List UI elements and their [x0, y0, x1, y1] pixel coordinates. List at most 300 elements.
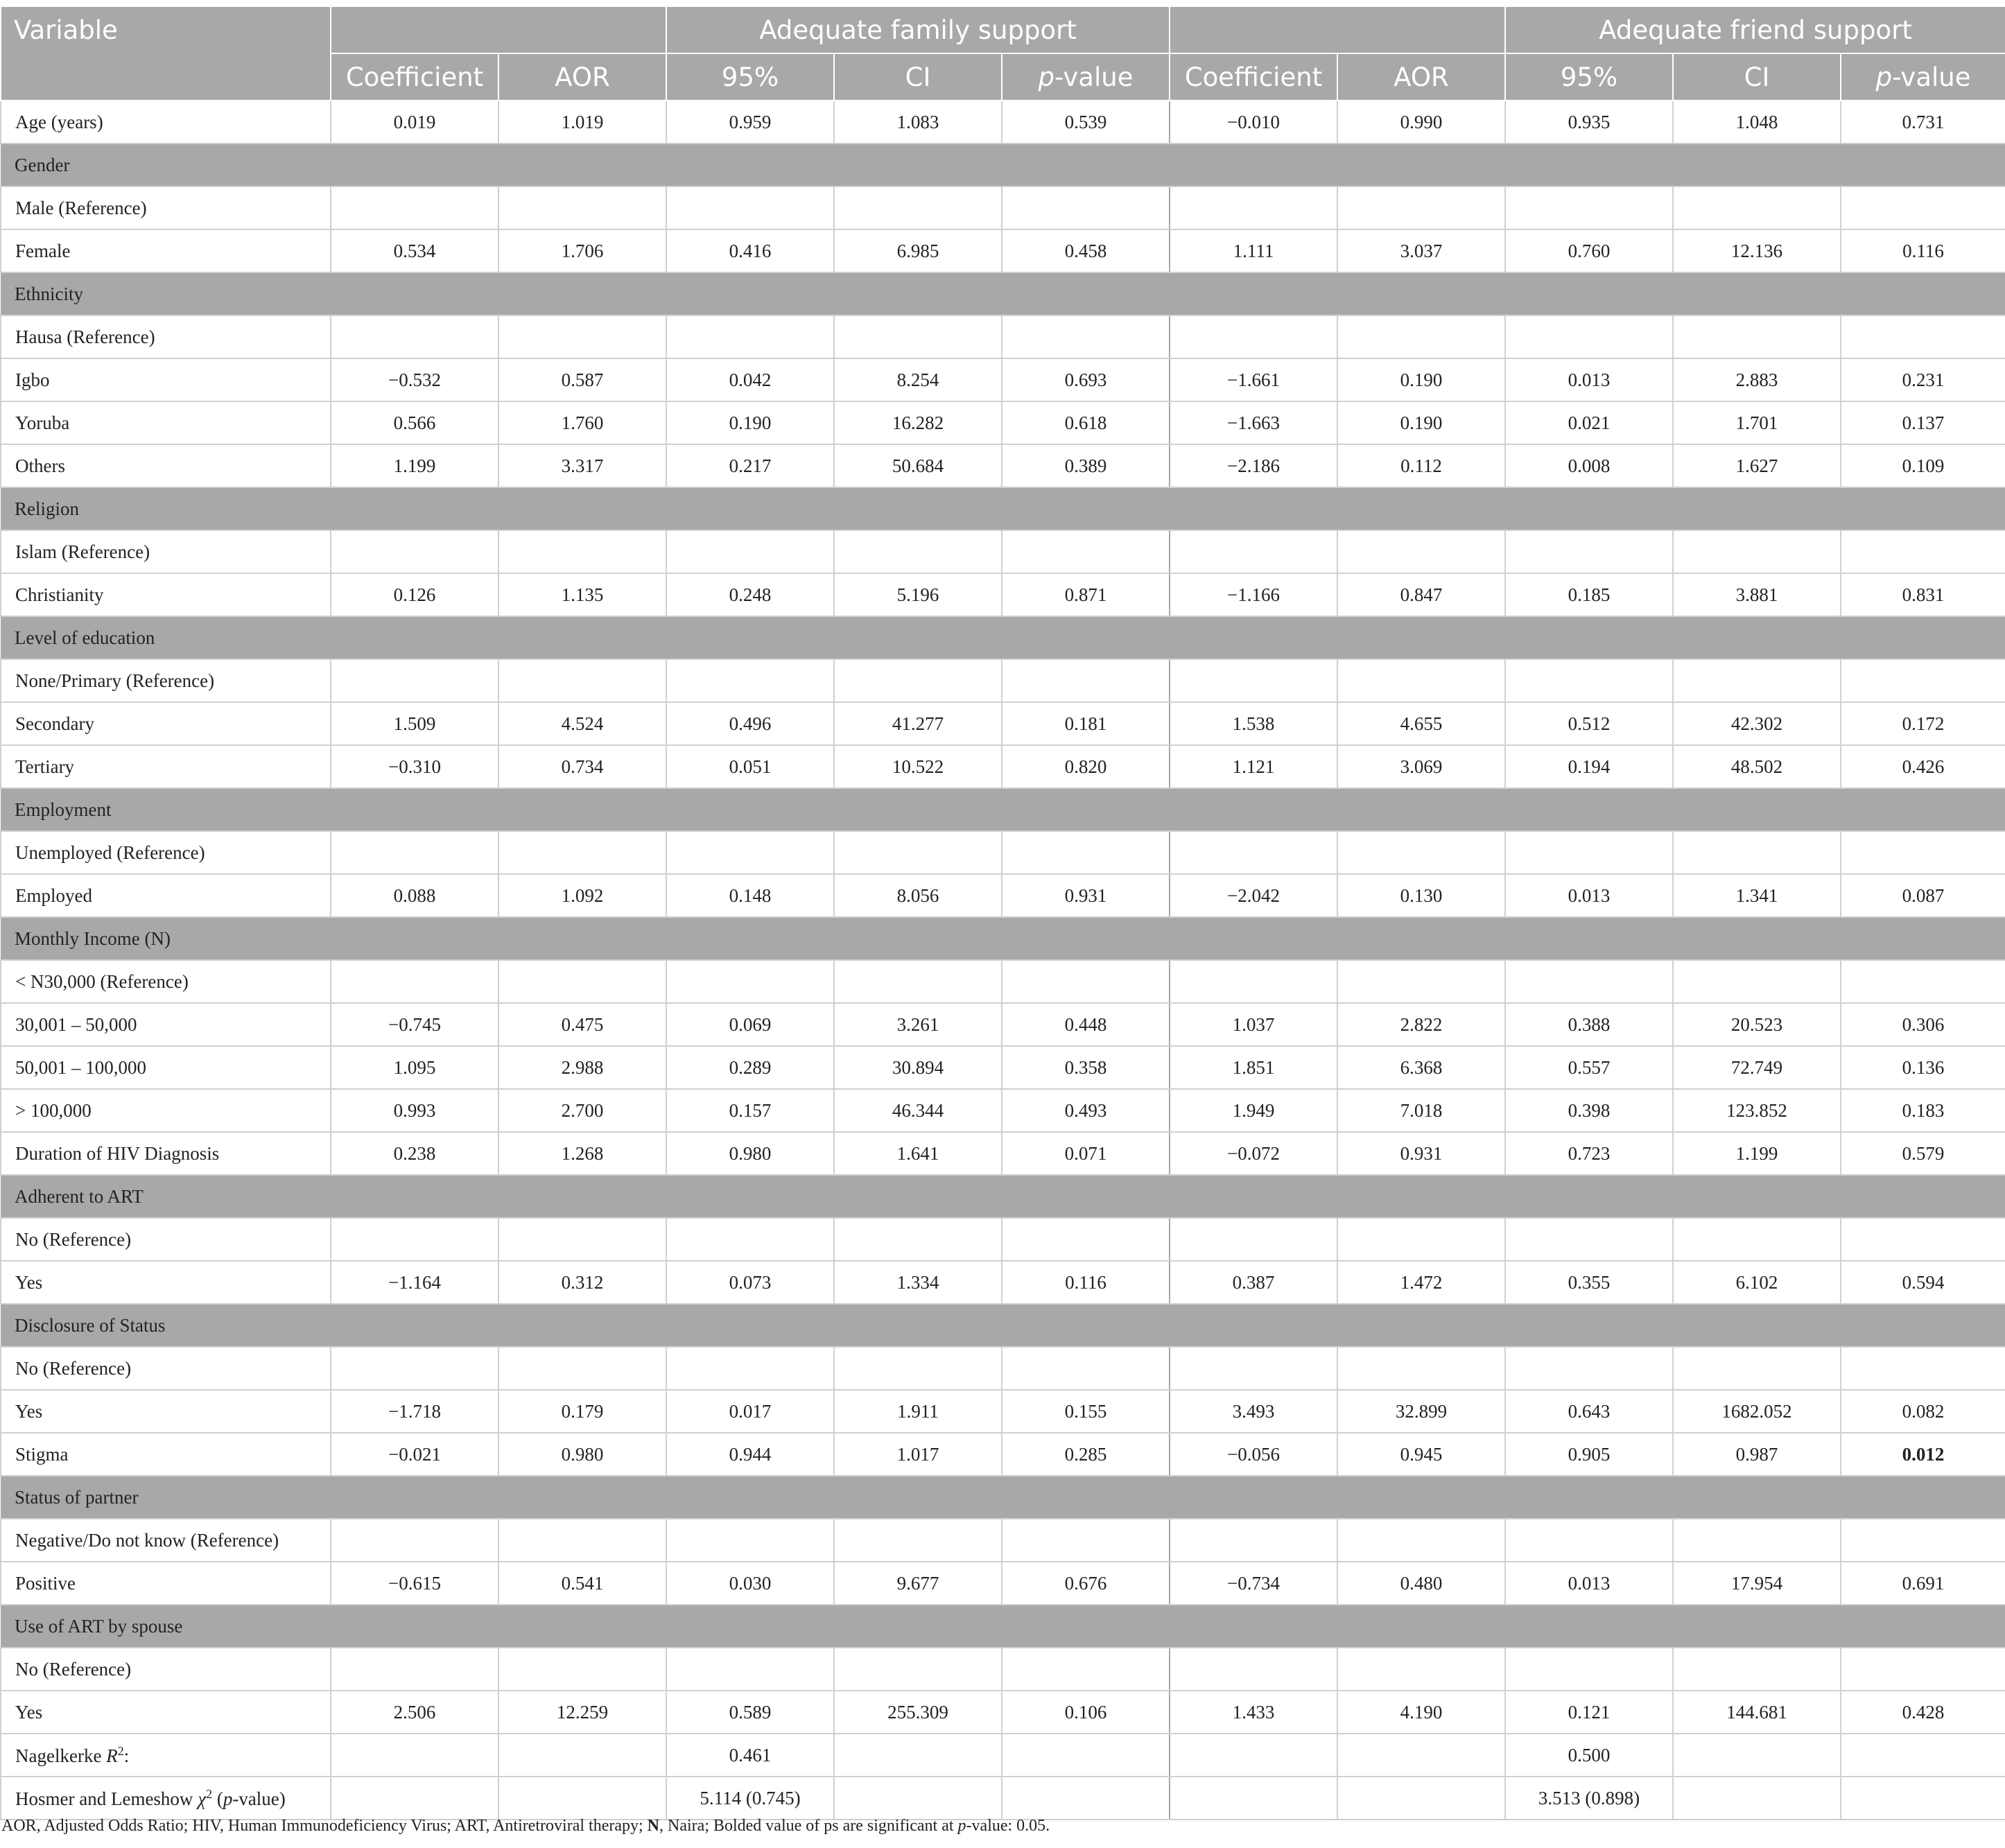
table-cell: 0.181 [1002, 702, 1170, 745]
table-cell: 0.448 [1002, 1003, 1170, 1046]
table-cell: 0.082 [1841, 1390, 2005, 1433]
table-cell [1841, 1777, 2005, 1820]
table-cell: 0.480 [1337, 1562, 1505, 1605]
column-header: 95% [666, 53, 834, 101]
table-cell: 0.959 [666, 101, 834, 143]
table-cell: 0.566 [331, 401, 498, 444]
table-row [1, 1648, 2005, 1691]
table-row [1, 659, 2005, 702]
table-cell [1002, 186, 1170, 229]
category-label: Status of partner [1, 1476, 2005, 1519]
table-cell [1673, 1347, 1841, 1390]
table-cell: 0.760 [1505, 229, 1673, 272]
table-cell: 0.500 [1505, 1734, 1673, 1777]
table-row [1, 444, 2005, 487]
table-cell: 4.655 [1337, 702, 1505, 745]
table-cell [1505, 1519, 1673, 1562]
table-cell [1002, 1519, 1170, 1562]
column-header-pvalue: p-value [1002, 53, 1170, 101]
table-cell: 0.980 [666, 1132, 834, 1175]
table-row [1, 358, 2005, 401]
table-cell [834, 960, 1002, 1003]
table-cell: 0.589 [666, 1691, 834, 1734]
category-label: Gender [1, 143, 2005, 186]
table-cell: 10.522 [834, 745, 1002, 788]
table-cell [834, 831, 1002, 874]
category-row [1, 616, 2005, 659]
row-label: Employed [1, 874, 331, 917]
table-cell [1337, 659, 1505, 702]
row-label: Yes [1, 1691, 331, 1734]
row-label: Hosmer and Lemeshow $\chi^2$ (p-value) [1, 1777, 331, 1820]
table-cell [666, 186, 834, 229]
table-cell: 0.847 [1337, 573, 1505, 616]
table-cell [1505, 659, 1673, 702]
table-cell: 0.183 [1841, 1089, 2005, 1132]
table-cell: 0.534 [331, 229, 498, 272]
table-cell [498, 1648, 666, 1691]
category-label: Employment [1, 788, 2005, 831]
row-label: Female [1, 229, 331, 272]
table-cell [331, 1218, 498, 1261]
table-cell: 1.341 [1673, 874, 1841, 917]
table-cell [1337, 315, 1505, 358]
table-cell [331, 1519, 498, 1562]
row-label: Secondary [1, 702, 331, 745]
table-row [1, 1691, 2005, 1734]
table-cell: 1.019 [498, 101, 666, 143]
table-cell: 0.594 [1841, 1261, 2005, 1304]
group-header-family: Adequate family support [666, 6, 1170, 53]
row-label: No (Reference) [1, 1648, 331, 1691]
table-cell [1841, 1347, 2005, 1390]
row-label: Hausa (Reference) [1, 315, 331, 358]
category-label: Monthly Income (N) [1, 917, 2005, 960]
table-cell: 1.334 [834, 1261, 1002, 1304]
table-cell: 0.008 [1505, 444, 1673, 487]
table-cell [331, 1347, 498, 1390]
table-cell [1841, 530, 2005, 573]
table-cell [834, 1777, 1002, 1820]
table-cell: −0.310 [331, 745, 498, 788]
table-cell: 123.852 [1673, 1089, 1841, 1132]
table-cell: −1.663 [1170, 401, 1337, 444]
row-label: None/Primary (Reference) [1, 659, 331, 702]
table-row [1, 1347, 2005, 1390]
table-cell [834, 530, 1002, 573]
table-cell: 16.282 [834, 401, 1002, 444]
table-cell: 0.051 [666, 745, 834, 788]
table-cell: 0.557 [1505, 1046, 1673, 1089]
table-cell: 0.013 [1505, 358, 1673, 401]
table-cell: −0.021 [331, 1433, 498, 1476]
table-row [1, 573, 2005, 616]
table-cell: 0.945 [1337, 1433, 1505, 1476]
table-cell: 0.073 [666, 1261, 834, 1304]
table-cell [498, 960, 666, 1003]
table-cell [666, 1218, 834, 1261]
table-cell: −1.166 [1170, 573, 1337, 616]
category-row [1, 788, 2005, 831]
table-cell: 0.475 [498, 1003, 666, 1046]
table-cell: 0.398 [1505, 1089, 1673, 1132]
table-cell: −0.734 [1170, 1562, 1337, 1605]
table-cell [1841, 315, 2005, 358]
table-cell: 0.285 [1002, 1433, 1170, 1476]
table-cell [1841, 831, 2005, 874]
row-label: Stigma [1, 1433, 331, 1476]
table-cell: 1.911 [834, 1390, 1002, 1433]
table-cell: 4.524 [498, 702, 666, 745]
category-row [1, 143, 2005, 186]
table-cell: 0.831 [1841, 573, 2005, 616]
category-row [1, 1476, 2005, 1519]
table-cell [1170, 1777, 1337, 1820]
table-row [1, 745, 2005, 788]
column-header: Coefficient [1170, 53, 1337, 101]
table-row [1, 1519, 2005, 1562]
table-cell [1841, 186, 2005, 229]
table-cell: 0.019 [331, 101, 498, 143]
column-header-pvalue: p-value [1841, 53, 2005, 101]
table-cell [1337, 831, 1505, 874]
table-cell [1170, 1734, 1337, 1777]
table-cell [1505, 960, 1673, 1003]
table-cell [666, 659, 834, 702]
table-cell [498, 1347, 666, 1390]
table-footnote: AOR, Adjusted Odds Ratio; HIV, Human Immunodeficiency Virus; ART, Antiretroviral therapy; N, Naira; Bolded value of ps are significant at p-value: 0.05. [1, 1817, 1050, 1835]
table-row [1, 1261, 2005, 1304]
table-cell [1841, 1519, 2005, 1562]
table-cell: 0.426 [1841, 745, 2005, 788]
table-cell: 0.355 [1505, 1261, 1673, 1304]
table-cell: 0.116 [1002, 1261, 1170, 1304]
table-cell [1170, 831, 1337, 874]
table-cell: −2.042 [1170, 874, 1337, 917]
table-cell: 12.259 [498, 1691, 666, 1734]
table-cell [1841, 659, 2005, 702]
table-cell [498, 1519, 666, 1562]
table-cell [834, 186, 1002, 229]
table-cell: 1.037 [1170, 1003, 1337, 1046]
row-label: 50,001 – 100,000 [1, 1046, 331, 1089]
table-cell: 0.217 [666, 444, 834, 487]
table-cell [666, 960, 834, 1003]
table-cell: 2.883 [1673, 358, 1841, 401]
table-cell: 1.760 [498, 401, 666, 444]
row-label: Yoruba [1, 401, 331, 444]
row-label: Duration of HIV Diagnosis [1, 1132, 331, 1175]
table-cell: 0.306 [1841, 1003, 2005, 1046]
table-cell: 0.643 [1505, 1390, 1673, 1433]
table-cell: 0.388 [1505, 1003, 1673, 1046]
table-cell: 0.871 [1002, 573, 1170, 616]
table-cell: 1682.052 [1673, 1390, 1841, 1433]
table-cell: 0.931 [1337, 1132, 1505, 1175]
table-cell [331, 1777, 498, 1820]
table-cell: 2.506 [331, 1691, 498, 1734]
column-header: AOR [1337, 53, 1505, 101]
column-header: AOR [498, 53, 666, 101]
table-cell: 0.987 [1673, 1433, 1841, 1476]
table-cell [666, 315, 834, 358]
table-cell: 0.387 [1170, 1261, 1337, 1304]
table-cell [331, 1648, 498, 1691]
table-cell: 0.358 [1002, 1046, 1170, 1089]
table-cell [1170, 1648, 1337, 1691]
header-spacer-friend [1170, 6, 1505, 53]
row-label: Yes [1, 1261, 331, 1304]
table-cell [1002, 1734, 1170, 1777]
table-cell: 0.106 [1002, 1691, 1170, 1734]
table-cell [1170, 1519, 1337, 1562]
category-label: Ethnicity [1, 272, 2005, 315]
table-cell: 0.030 [666, 1562, 834, 1605]
table-cell [1673, 186, 1841, 229]
table-cell: 0.541 [498, 1562, 666, 1605]
row-label: Islam (Reference) [1, 530, 331, 573]
row-label: Christianity [1, 573, 331, 616]
table-cell [1002, 530, 1170, 573]
regression-table-container [0, 6, 2005, 1820]
table-cell: 0.190 [666, 401, 834, 444]
table-row [1, 401, 2005, 444]
table-cell [498, 659, 666, 702]
table-cell: 1.095 [331, 1046, 498, 1089]
table-cell: 1.472 [1337, 1261, 1505, 1304]
table-cell: 0.993 [331, 1089, 498, 1132]
table-cell [1002, 831, 1170, 874]
table-cell: 1.111 [1170, 229, 1337, 272]
column-header: 95% [1505, 53, 1673, 101]
table-cell: 0.071 [1002, 1132, 1170, 1175]
table-cell [1673, 1734, 1841, 1777]
table-cell: 0.112 [1337, 444, 1505, 487]
table-cell: 6.985 [834, 229, 1002, 272]
table-cell: 42.302 [1673, 702, 1841, 745]
category-row [1, 1304, 2005, 1347]
table-cell: 0.723 [1505, 1132, 1673, 1175]
table-cell: −1.661 [1170, 358, 1337, 401]
table-cell [1337, 1347, 1505, 1390]
table-cell: 0.194 [1505, 745, 1673, 788]
header-row-groups [1, 6, 2005, 53]
table-cell: 0.013 [1505, 1562, 1673, 1605]
table-cell: 0.136 [1841, 1046, 2005, 1089]
table-row [1, 1218, 2005, 1261]
regression-table [0, 6, 2005, 1820]
table-cell: 0.931 [1002, 874, 1170, 917]
table-cell [498, 530, 666, 573]
table-cell: 32.899 [1337, 1390, 1505, 1433]
table-cell: 1.706 [498, 229, 666, 272]
table-cell [1505, 1218, 1673, 1261]
table-cell [498, 186, 666, 229]
table-cell: 1.701 [1673, 401, 1841, 444]
table-cell: 1.538 [1170, 702, 1337, 745]
table-cell: 0.289 [666, 1046, 834, 1089]
table-cell [1002, 1347, 1170, 1390]
table-cell [1505, 186, 1673, 229]
table-cell: 2.700 [498, 1089, 666, 1132]
variable-header: Variable [1, 6, 331, 101]
table-cell: 3.881 [1673, 573, 1841, 616]
table-cell: 0.905 [1505, 1433, 1673, 1476]
table-cell: 0.190 [1337, 358, 1505, 401]
row-label: Male (Reference) [1, 186, 331, 229]
table-cell: 0.087 [1841, 874, 2005, 917]
table-cell: 50.684 [834, 444, 1002, 487]
table-cell: 0.539 [1002, 101, 1170, 143]
table-row [1, 1089, 2005, 1132]
table-cell: 0.389 [1002, 444, 1170, 487]
table-cell [1673, 1777, 1841, 1820]
table-cell: 1.135 [498, 573, 666, 616]
table-cell: 0.944 [666, 1433, 834, 1476]
table-cell: 72.749 [1673, 1046, 1841, 1089]
category-row [1, 1175, 2005, 1218]
table-row [1, 1132, 2005, 1175]
row-label: < N30,000 (Reference) [1, 960, 331, 1003]
table-cell [666, 530, 834, 573]
table-cell [834, 315, 1002, 358]
table-cell: 0.461 [666, 1734, 834, 1777]
table-cell: 0.157 [666, 1089, 834, 1132]
table-cell [1505, 831, 1673, 874]
table-cell: 0.618 [1002, 401, 1170, 444]
table-cell [1673, 960, 1841, 1003]
table-cell: 0.820 [1002, 745, 1170, 788]
table-cell: −1.164 [331, 1261, 498, 1304]
table-cell: 0.458 [1002, 229, 1170, 272]
table-cell [1002, 1218, 1170, 1261]
category-label: Disclosure of Status [1, 1304, 2005, 1347]
table-cell: 48.502 [1673, 745, 1841, 788]
table-cell [1170, 530, 1337, 573]
table-cell [1170, 960, 1337, 1003]
table-cell: 6.368 [1337, 1046, 1505, 1089]
table-cell: 7.018 [1337, 1089, 1505, 1132]
category-row [1, 272, 2005, 315]
column-header: Coefficient [331, 53, 498, 101]
row-label: Yes [1, 1390, 331, 1433]
table-cell [331, 659, 498, 702]
category-label: Level of education [1, 616, 2005, 659]
table-cell: 0.734 [498, 745, 666, 788]
table-cell: 1.199 [1673, 1132, 1841, 1175]
row-label: 30,001 – 50,000 [1, 1003, 331, 1046]
table-cell: 1.627 [1673, 444, 1841, 487]
table-cell [1170, 1218, 1337, 1261]
table-cell: 8.254 [834, 358, 1002, 401]
column-header: CI [834, 53, 1002, 101]
table-cell [1170, 659, 1337, 702]
table-cell [331, 960, 498, 1003]
table-cell: 0.312 [498, 1261, 666, 1304]
table-cell: 3.037 [1337, 229, 1505, 272]
table-cell [1337, 960, 1505, 1003]
table-cell: −0.072 [1170, 1132, 1337, 1175]
table-cell [666, 1519, 834, 1562]
table-cell: −1.718 [331, 1390, 498, 1433]
table-cell: 3.493 [1170, 1390, 1337, 1433]
table-cell: 1.048 [1673, 101, 1841, 143]
table-row [1, 186, 2005, 229]
group-header-friend: Adequate friend support [1505, 6, 2005, 53]
table-cell: −0.056 [1170, 1433, 1337, 1476]
table-cell: 0.121 [1505, 1691, 1673, 1734]
table-cell: 0.155 [1002, 1390, 1170, 1433]
table-cell: 0.172 [1841, 702, 2005, 745]
table-cell: 0.676 [1002, 1562, 1170, 1605]
table-cell [1002, 315, 1170, 358]
table-cell: 2.822 [1337, 1003, 1505, 1046]
table-cell: 0.017 [666, 1390, 834, 1433]
category-label: Adherent to ART [1, 1175, 2005, 1218]
category-row [1, 917, 2005, 960]
table-cell: 17.954 [1673, 1562, 1841, 1605]
table-cell [834, 659, 1002, 702]
table-cell: 0.109 [1841, 444, 2005, 487]
table-cell: 41.277 [834, 702, 1002, 745]
table-cell [1337, 530, 1505, 573]
table-cell: −0.010 [1170, 101, 1337, 143]
table-cell: 0.137 [1841, 401, 2005, 444]
category-row [1, 487, 2005, 530]
table-cell: 2.988 [498, 1046, 666, 1089]
row-label: > 100,000 [1, 1089, 331, 1132]
table-cell: 5.196 [834, 573, 1002, 616]
table-cell [1505, 1648, 1673, 1691]
table-cell [1337, 1734, 1505, 1777]
table-cell: 0.231 [1841, 358, 2005, 401]
table-row [1, 1003, 2005, 1046]
table-cell: 1.268 [498, 1132, 666, 1175]
table-cell: 0.069 [666, 1003, 834, 1046]
table-cell [1505, 1347, 1673, 1390]
row-label: Nagelkerke $R^2$: [1, 1734, 331, 1777]
table-cell: 0.691 [1841, 1562, 2005, 1605]
table-cell [1841, 1218, 2005, 1261]
table-cell: 255.309 [834, 1691, 1002, 1734]
table-cell: 3.513 (0.898) [1505, 1777, 1673, 1820]
table-cell: 0.116 [1841, 229, 2005, 272]
table-cell: 0.935 [1505, 101, 1673, 143]
table-cell: 0.012 [1841, 1433, 2005, 1476]
table-cell: 144.681 [1673, 1691, 1841, 1734]
table-cell [1673, 1218, 1841, 1261]
table-cell [834, 1347, 1002, 1390]
table-cell [834, 1648, 1002, 1691]
table-cell: 0.148 [666, 874, 834, 917]
table-cell [498, 831, 666, 874]
table-cell: 0.493 [1002, 1089, 1170, 1132]
category-label: Use of ART by spouse [1, 1605, 2005, 1648]
table-cell: 0.428 [1841, 1691, 2005, 1734]
table-cell: 0.248 [666, 573, 834, 616]
table-cell: 1.509 [331, 702, 498, 745]
table-cell [1673, 530, 1841, 573]
table-cell [331, 530, 498, 573]
table-cell [1841, 1648, 2005, 1691]
table-cell: 30.894 [834, 1046, 1002, 1089]
table-row [1, 1734, 2005, 1777]
table-cell: 46.344 [834, 1089, 1002, 1132]
table-cell [1337, 1519, 1505, 1562]
table-cell: 0.980 [498, 1433, 666, 1476]
table-cell: 9.677 [834, 1562, 1002, 1605]
table-cell: 8.056 [834, 874, 1002, 917]
